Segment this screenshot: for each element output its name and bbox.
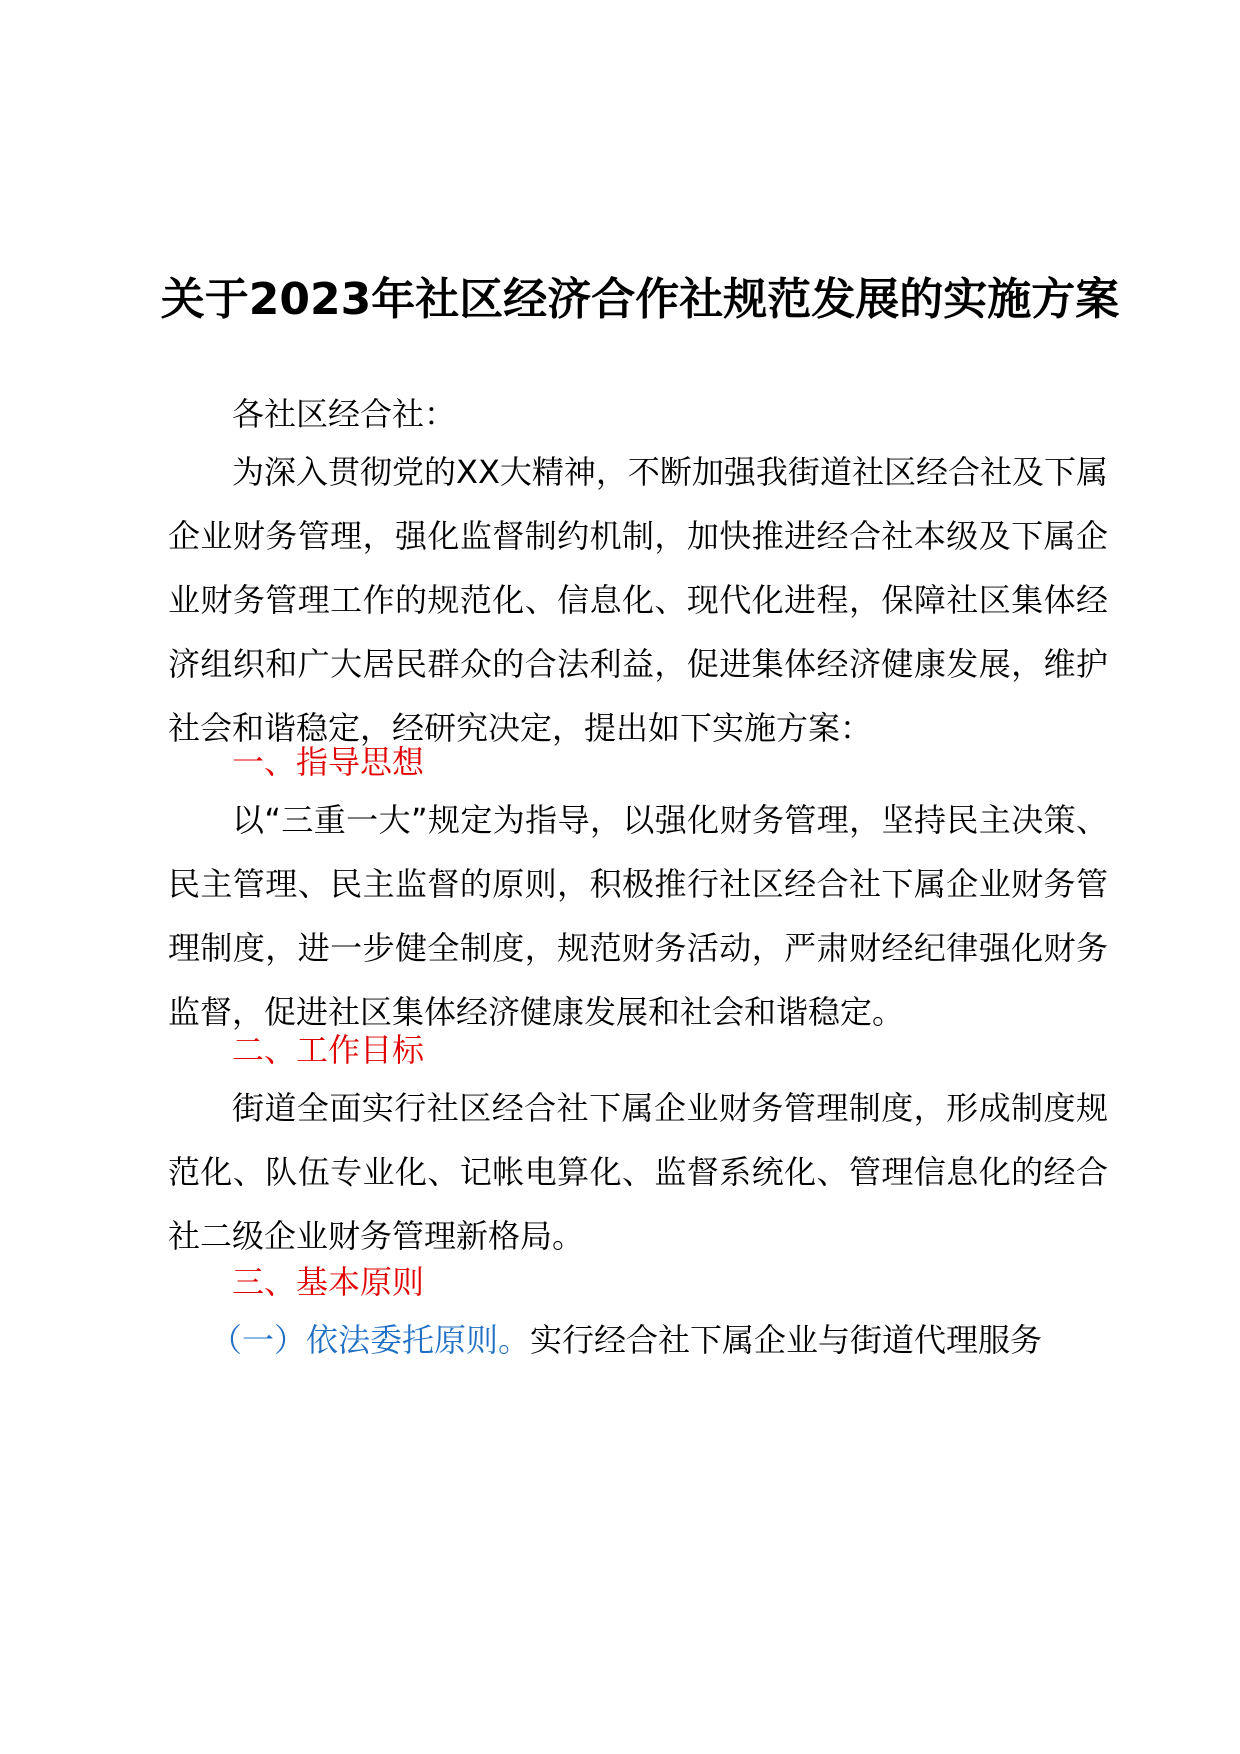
document-title: 关于2023年社区经济合作社规范发展的实施方案 <box>160 274 1120 325</box>
section-heading-basic-principles: 三、基本原则 <box>232 1263 425 1301</box>
section-heading-guiding-ideology: 一、指导思想 <box>232 743 425 781</box>
principle-paragraph <box>210 1308 1110 1372</box>
salutation: 各社区经合社： <box>232 395 457 433</box>
principle-text: 实行经合社下属企业与街道代理服务 <box>530 1321 1043 1359</box>
intro-paragraph: 为深入贯彻党的XX大精神，不断加强我街道社区经合社及下属企业财务管理，强化监督制约机制，加快推进经合社本级及下属企业财务管理工作的规范化、信息化、现代化进程，保障社区集体经济组织和广大居民群众的合法利益，促进集体经济健康发展，维护社会和谐稳定，经研究决定，提出如下实施方案： <box>168 453 1108 747</box>
section-paragraph-work-goals: 街道全面实行社区经合社下属企业财务管理制度，形成制度规范化、队伍专业化、记帐电算化、监督系统化、管理信息化的经合社二级企业财务管理新格局。 <box>168 1089 1108 1255</box>
section-heading-work-goals: 二、工作目标 <box>232 1031 425 1069</box>
principle-subheading: （一）依法委托原则。 <box>210 1321 531 1359</box>
section-paragraph-guiding-ideology: 以“三重一大”规定为指导，以强化财务管理，坚持民主决策、民主管理、民主监督的原则，积极推行社区经合社下属企业财务管理制度，进一步健全制度，规范财务活动，严肃财经纪律强化财务监督，促进社区集体经济健康发展和社会和谐稳定。 <box>168 801 1108 1031</box>
